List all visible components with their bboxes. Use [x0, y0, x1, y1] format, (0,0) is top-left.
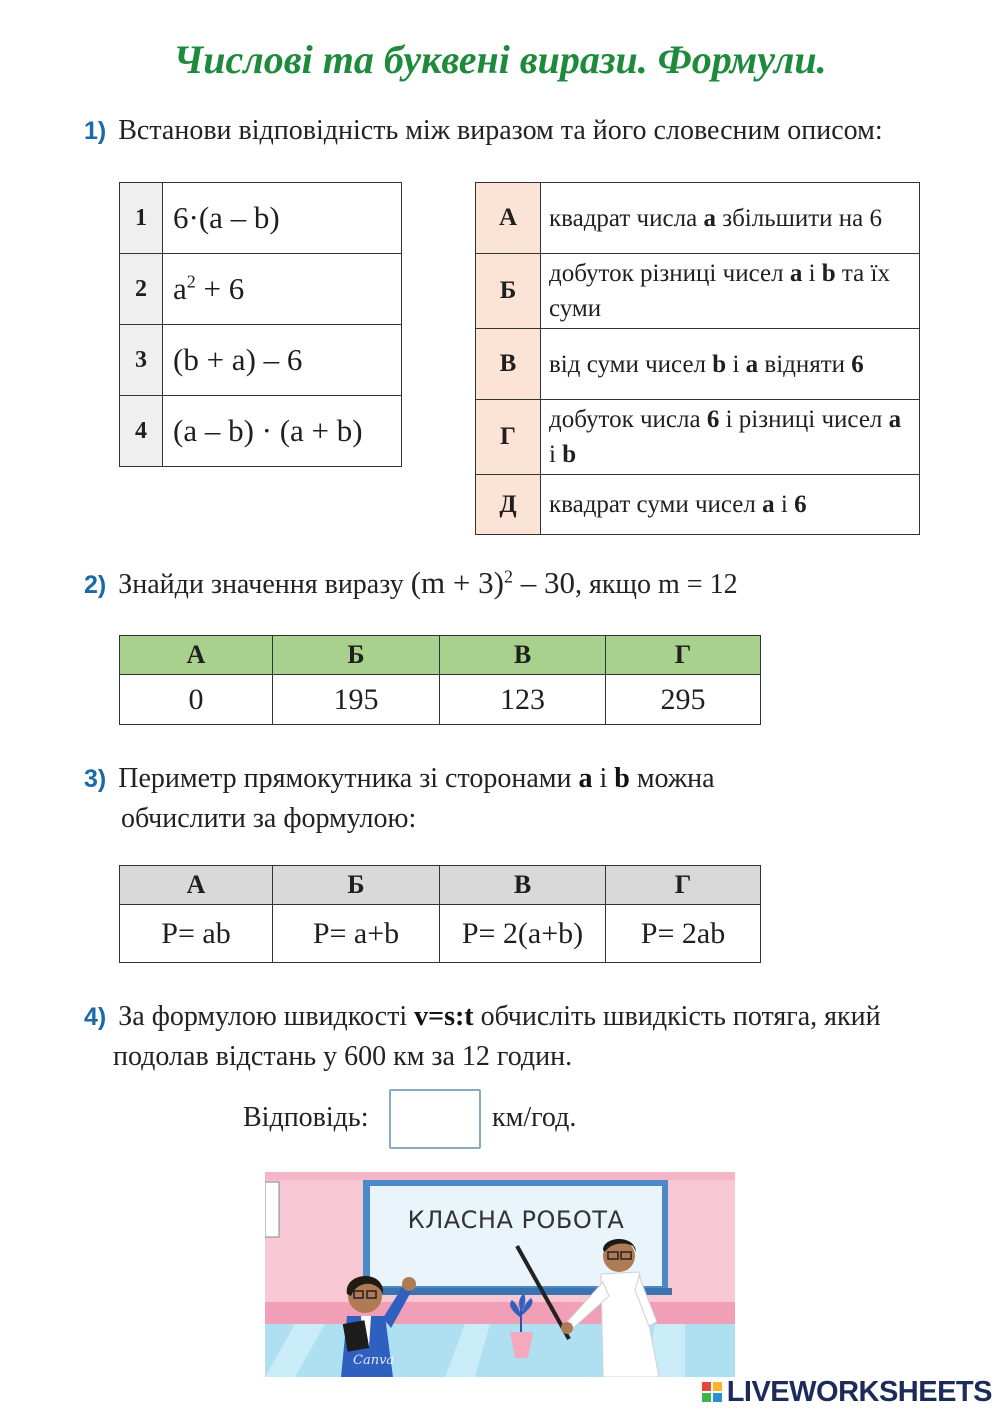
table-row	[476, 329, 920, 400]
option-header: Б	[273, 636, 440, 675]
question-2-heading	[84, 565, 738, 601]
row-letter: Д	[476, 475, 541, 535]
question-text	[118, 565, 738, 600]
desc-text: збільшити на 6	[715, 204, 883, 232]
expr-rest: – 30	[512, 565, 575, 600]
option-header: Г	[606, 866, 761, 905]
desc-text: відняти	[758, 350, 852, 378]
option-value[interactable]: P= 2ab	[606, 905, 761, 963]
question-4-heading	[84, 999, 881, 1079]
board-text: КЛАСНА РОБОТА	[407, 1206, 625, 1234]
row-letter: Г	[476, 400, 541, 475]
question-number: 1)	[84, 117, 107, 145]
text-bold: a	[578, 763, 593, 794]
question-text-line2: обчислити за формулою:	[121, 803, 417, 834]
expression: (a – b) · (a + b)	[163, 396, 402, 467]
classroom-illustration	[265, 1172, 735, 1377]
question-number: 4)	[84, 1003, 107, 1031]
option-value[interactable]: P= ab	[120, 905, 273, 963]
desc-text: та їх суми	[549, 260, 890, 322]
liveworksheets-watermark	[702, 1374, 992, 1410]
expression: 6·(a – b)	[163, 183, 402, 254]
row-number: 4	[120, 396, 163, 467]
desc-text: і	[549, 441, 563, 468]
table-row	[476, 400, 920, 475]
table-row	[476, 475, 920, 535]
liveworksheets-logo-icon	[702, 1382, 722, 1402]
expr-exponent: 2	[503, 566, 513, 587]
table-row	[476, 254, 920, 329]
desc-text: від суми чисел	[549, 350, 713, 378]
question-text	[118, 763, 714, 794]
row-letter: В	[476, 329, 541, 400]
page-title: Числові та буквені вирази. Формули.	[173, 37, 827, 82]
desc-text: і	[802, 260, 822, 287]
desc-bold: 6	[706, 406, 720, 433]
desc-text: і різниці чисел	[719, 406, 889, 433]
table-row	[120, 905, 761, 963]
text-part: можна	[629, 763, 715, 794]
expr-exponent: 2	[186, 271, 196, 292]
text-part: , якщо m = 12	[574, 569, 738, 600]
option-header: А	[120, 866, 273, 905]
row-number: 2	[120, 254, 163, 325]
watermark-text: LIVEWORKSHEETS	[726, 1375, 992, 1408]
option-value[interactable]: 195	[273, 675, 440, 725]
option-value[interactable]: 0	[120, 675, 273, 725]
desc-bold: a	[745, 350, 759, 378]
table-header-row	[120, 866, 761, 905]
canva-mark: Canva	[353, 1353, 395, 1368]
description	[541, 475, 920, 535]
question-text: Встанови відповідність між виразом та його словесним описом:	[118, 115, 883, 146]
desc-bold: a	[762, 491, 775, 518]
expr-rest: + 6	[195, 271, 245, 306]
row-number: 3	[120, 325, 163, 396]
text-part: і	[592, 763, 615, 794]
table-row	[120, 325, 402, 396]
option-header: В	[440, 636, 606, 675]
description	[541, 329, 920, 400]
question-number: 2)	[84, 571, 107, 599]
option-header: Г	[606, 636, 761, 675]
desc-bold: b	[712, 350, 727, 378]
table-header-row	[120, 636, 761, 675]
table-row	[120, 675, 761, 725]
question-text	[118, 1001, 880, 1032]
table-row	[120, 254, 402, 325]
desc-text: і	[774, 491, 795, 518]
expression: (b + a) – 6	[163, 325, 402, 396]
description	[541, 400, 920, 475]
desc-bold: a	[703, 204, 716, 232]
table-row	[120, 183, 402, 254]
text-part: Периметр прямокутника зі сторонами	[118, 763, 579, 794]
option-value[interactable]: P= 2(a+b)	[440, 905, 606, 963]
desc-text: добуток різниці чисел	[549, 260, 790, 287]
formula: v=s:t	[414, 1001, 474, 1032]
option-header: В	[440, 866, 606, 905]
answer-input[interactable]	[389, 1089, 481, 1149]
classroom-scene	[265, 1172, 735, 1377]
table-row	[120, 396, 402, 467]
desc-text: квадрат числа	[549, 204, 704, 232]
question-number: 3)	[84, 765, 107, 793]
answer-options-table-2	[119, 635, 761, 725]
desc-bold: 6	[851, 350, 864, 378]
question-text-line2: подолав відстань у 600 км за 12 годин.	[113, 1041, 573, 1072]
option-header: Б	[273, 866, 440, 905]
row-letter: Б	[476, 254, 541, 329]
expression	[163, 254, 402, 325]
option-value[interactable]: 295	[606, 675, 761, 725]
desc-bold: 6	[794, 491, 807, 518]
desc-bold: b	[821, 260, 836, 287]
row-letter: А	[476, 183, 541, 254]
answer-options-table-3	[119, 865, 761, 963]
text-part: За формулою швидкості	[118, 1001, 415, 1032]
text-part: обчисліть швидкість потяга, який	[473, 1001, 881, 1032]
desc-text: добуток числа	[549, 406, 707, 433]
question-3-heading	[84, 761, 715, 841]
unit-label: км/год.	[492, 1102, 577, 1133]
desc-text: і	[726, 350, 746, 378]
question-1-heading	[84, 115, 883, 147]
description	[541, 183, 920, 254]
option-value[interactable]: 123	[440, 675, 606, 725]
descriptions-table	[475, 182, 920, 535]
description	[541, 254, 920, 329]
desc-bold: a	[789, 260, 803, 287]
expr-base: (m + 3)	[410, 565, 504, 600]
answer-label: Відповідь:	[243, 1102, 369, 1133]
desc-bold: a	[888, 406, 902, 433]
option-value[interactable]: P= a+b	[273, 905, 440, 963]
option-header: А	[120, 636, 273, 675]
text-bold: b	[614, 763, 630, 794]
row-number: 1	[120, 183, 163, 254]
desc-bold: b	[562, 441, 577, 468]
expr-base: a	[173, 271, 187, 306]
table-row	[476, 183, 920, 254]
expressions-table	[119, 182, 402, 467]
text-part: Знайди значення виразу	[118, 569, 411, 600]
desc-text: квадрат суми чисел	[549, 491, 763, 518]
